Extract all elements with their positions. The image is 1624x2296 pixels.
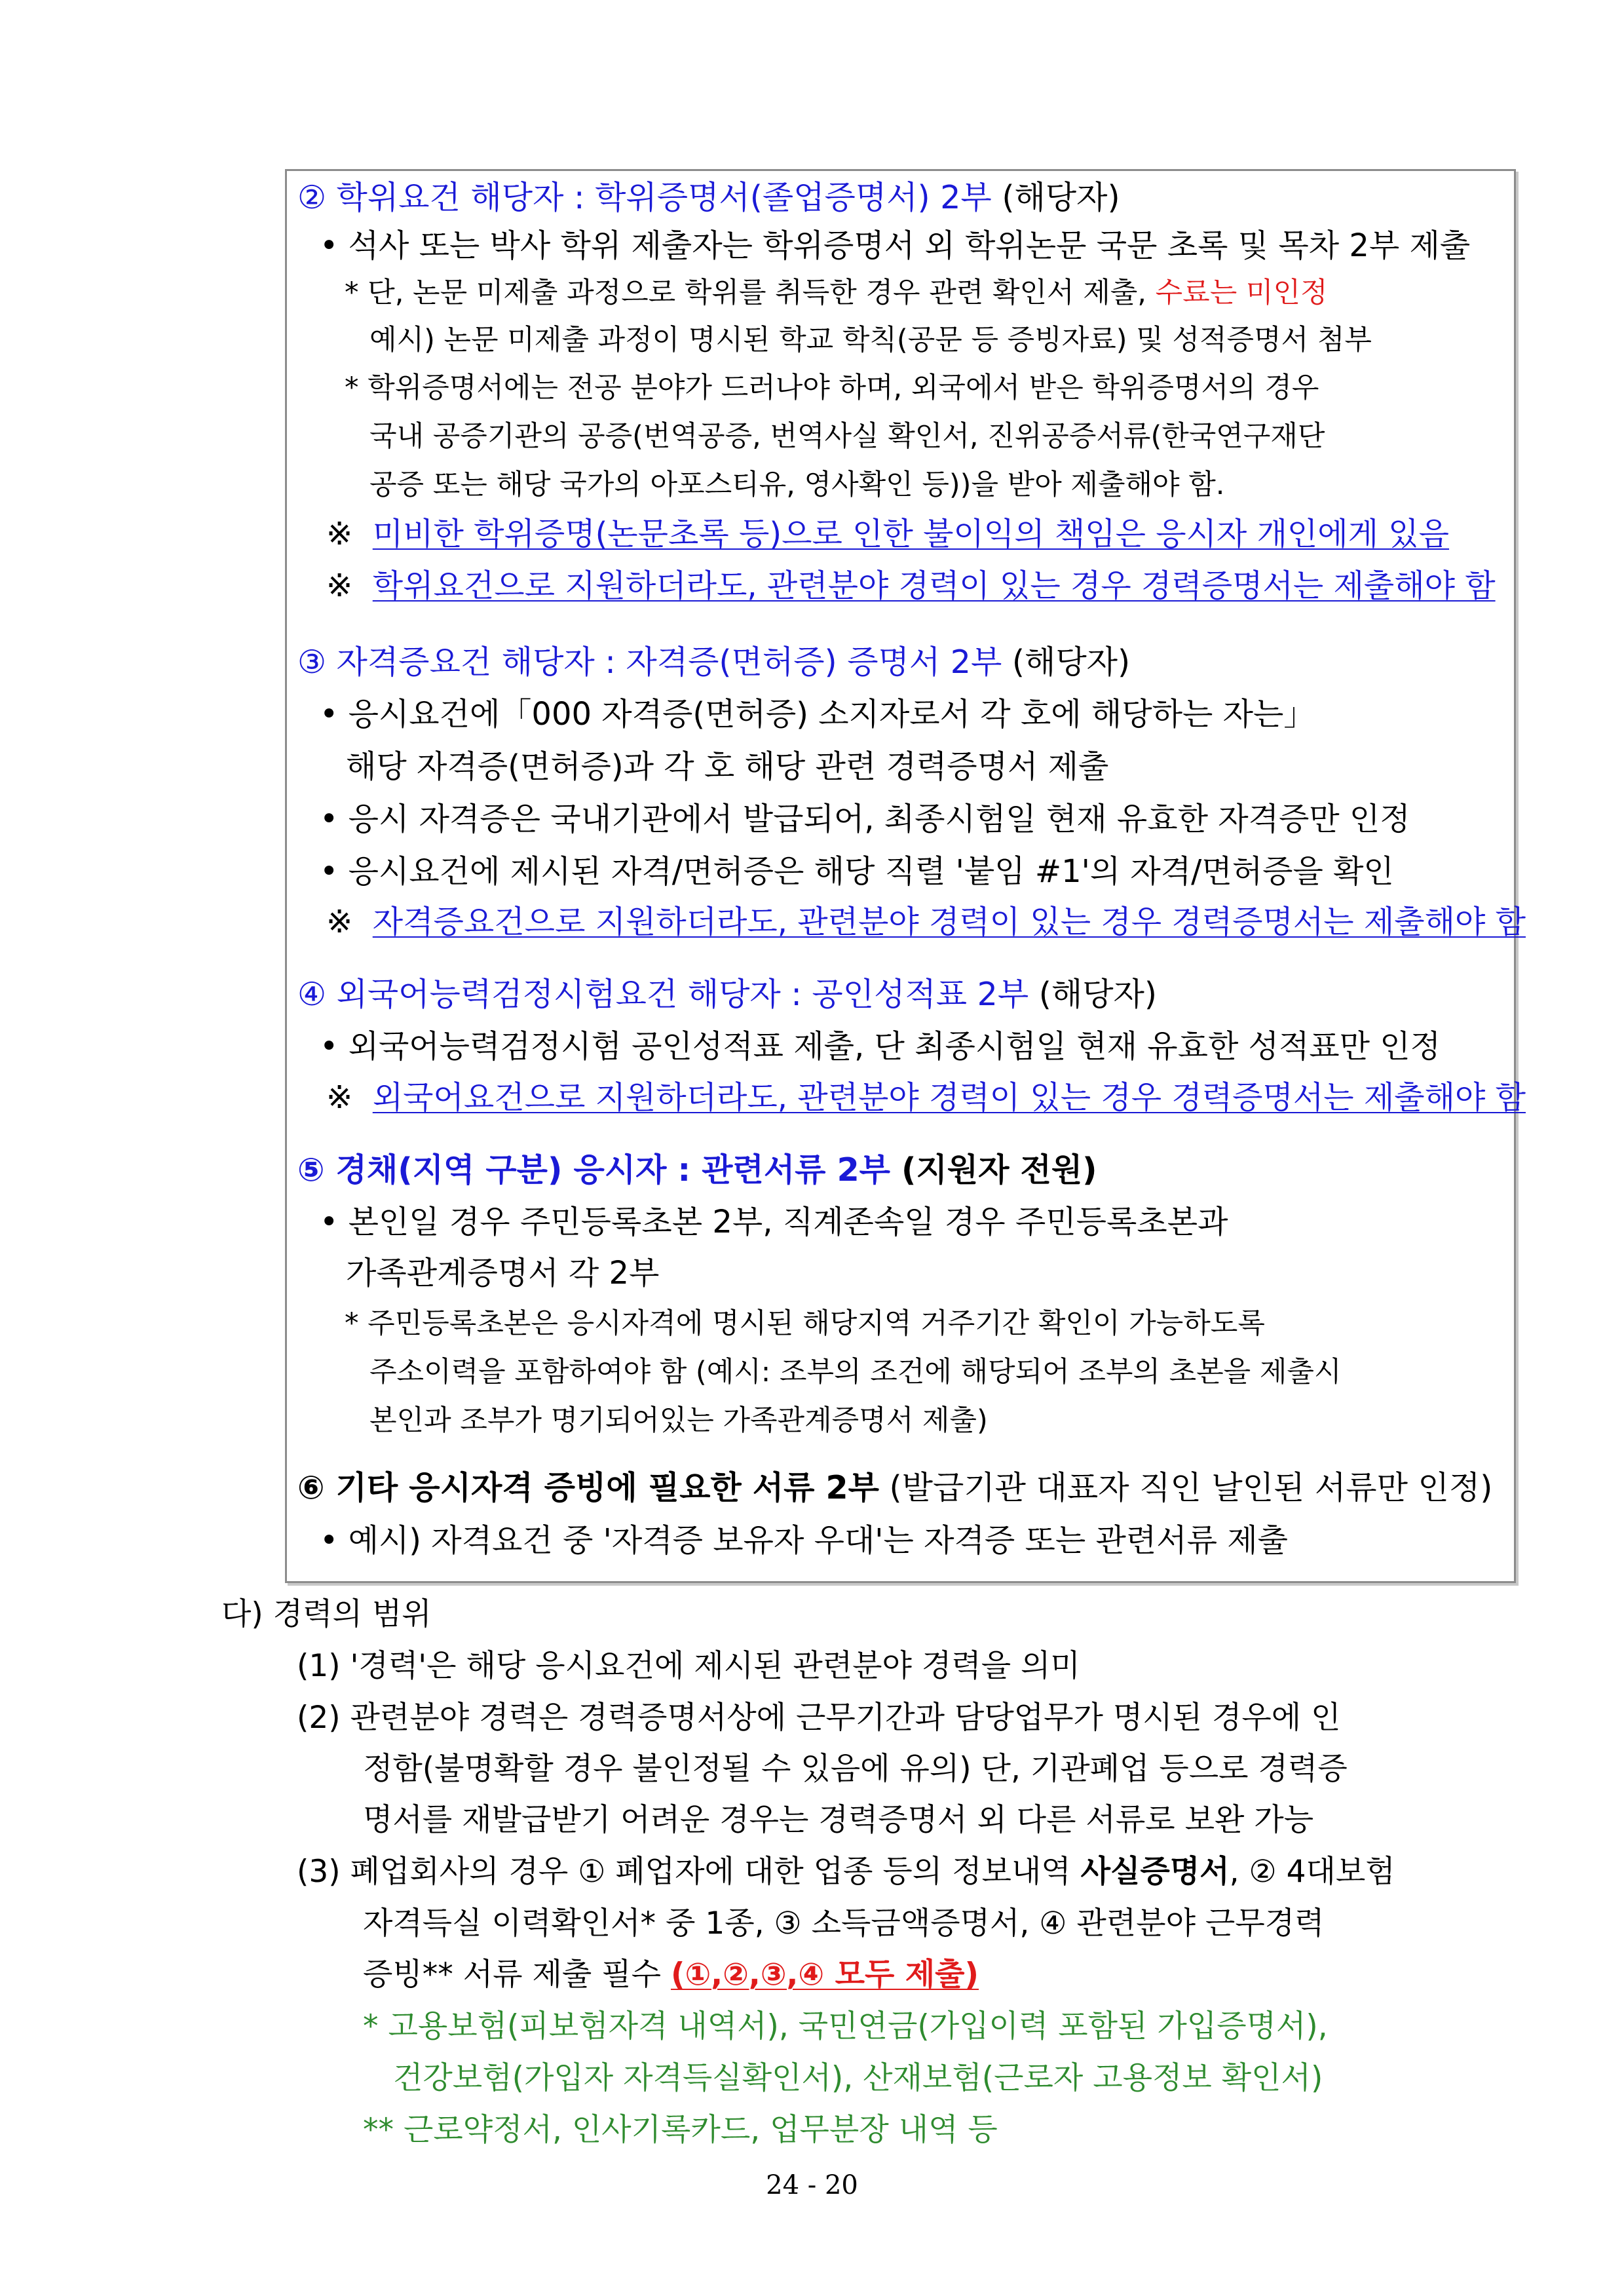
license-bullet-3: • 응시요건에 제시된 자격/면허증은 해당 직렬 '붙임 #1'의 자격/면허증을 확인 [320, 853, 1394, 890]
language-warning: ※ 외국어요건으로 지원하더라도, 관련분야 경력이 있는 경우 경력증명서는 제출해야 함 [326, 1079, 1526, 1116]
license-warning: ※ 자격증요건으로 지원하더라도, 관련분야 경력이 있는 경우 경력증명서는 제출해야 함 [326, 904, 1526, 940]
license-bullet-1-cont: 해당 자격증(면허증)과 각 호 해당 관련 경력증명서 제출 [346, 748, 1109, 785]
career-footnote-1: * 고용보험(피보험자격 내역서), 국민연금(가입이력 포함된 가입증명서), [363, 2008, 1328, 2044]
region-note-cont: 주소이력을 포함하여야 함 (예시: 조부의 조건에 해당되어 조부의 초본을 제출시 [369, 1356, 1342, 1388]
section-language-heading: ④ 외국어능력검정시험요건 해당자 : 공인성적표 2부 (해당자) [297, 976, 1157, 1013]
degree-warning-1: ※ 미비한 학위증명(논문초록 등)으로 인한 불이익의 책임은 응시자 개인에게 있음 [326, 516, 1450, 552]
degree-note-1-example: 예시) 논문 미제출 과정이 명시된 학교 학칙(공문 등 증빙자료) 및 성적증명서 첨부 [369, 324, 1372, 356]
career-item-1: (1) '경력'은 해당 응시요건에 제시된 관련분야 경력을 의미 [297, 1648, 1080, 1684]
career-item-2: (2) 관련분야 경력은 경력증명서상에 근무기간과 담당업무가 명시된 경우에 인 [297, 1700, 1341, 1736]
region-note: * 주민등록초본은 응시자격에 명시된 해당지역 거주기간 확인이 가능하도록 [345, 1307, 1265, 1340]
other-bullet: • 예시) 자격요건 중 '자격증 보유자 우대'는 자격증 또는 관련서류 제출 [320, 1522, 1288, 1559]
region-bullet: • 본인일 경우 주민등록초본 2부, 직계존속일 경우 주민등록초본과 [320, 1204, 1228, 1240]
career-footnote-1-cont: 건강보험(가입자 자격득실확인서), 산재보험(근로자 고용정보 확인서) [393, 2060, 1323, 2096]
degree-note-1: * 단, 논문 미제출 과정으로 학위를 취득한 경우 관련 확인서 제출, 수료는 미인정 [345, 277, 1328, 309]
career-item-3: (3) 폐업회사의 경우 ① 폐업자에 대한 업종 등의 정보내역 사실증명서, ② 4대보험 [297, 1854, 1395, 1890]
license-bullet-2: • 응시 자격증은 국내기관에서 발급되어, 최종시험일 현재 유효한 자격증만 인정 [320, 801, 1410, 837]
career-item-2-cont2: 명서를 재발급받기 어려운 경우는 경력증명서 외 다른 서류로 보완 가능 [363, 1802, 1314, 1838]
region-note-cont2: 본인과 조부가 명기되어있는 가족관계증명서 제출) [369, 1404, 988, 1437]
section-degree-heading: ② 학위요건 해당자 : 학위증명서(졸업증명서) 2부 (해당자) [297, 179, 1120, 216]
degree-note-2: * 학위증명서에는 전공 분야가 드러나야 하며, 외국에서 받은 학위증명서의 경우 [345, 372, 1319, 404]
degree-warning-2: ※ 학위요건으로 지원하더라도, 관련분야 경력이 있는 경우 경력증명서는 제출해야 함 [326, 567, 1496, 604]
career-item-3-cont: 자격득실 이력확인서* 중 1종, ③ 소득금액증명서, ④ 관련분야 근무경력 [363, 1905, 1325, 1942]
career-title: 다) 경력의 범위 [221, 1596, 432, 1632]
page-number: 24 - 20 [766, 2170, 858, 2200]
career-item-3-cont2: 증빙** 서류 제출 필수 (①,②,③,④ 모두 제출) [363, 1957, 979, 1993]
section-license-heading: ③ 자격증요건 해당자 : 자격증(면허증) 증명서 2부 (해당자) [297, 643, 1131, 681]
language-bullet: • 외국어능력검정시험 공인성적표 제출, 단 최종시험일 현재 유효한 성적표만 인정 [320, 1028, 1441, 1065]
license-bullet-1: • 응시요건에「000 자격증(면허증) 소지자로서 각 호에 해당하는 자는」 [320, 696, 1315, 733]
career-item-2-cont: 정함(불명확할 경우 불인정될 수 있음에 유의) 단, 기관폐업 등으로 경력증 [363, 1751, 1348, 1787]
degree-bullet: • 석사 또는 박사 학위 제출자는 학위증명서 외 학위논문 국문 초록 및 목차 2부 제출 [320, 227, 1471, 264]
career-footnote-2: ** 근로약정서, 인사기록카드, 업무분장 내역 등 [363, 2112, 998, 2148]
section-region-heading: ⑤ 경채(지역 구분) 응시자 : 관련서류 2부 (지원자 전원) [297, 1151, 1097, 1189]
section-other-heading: ⑥ 기타 응시자격 증빙에 필요한 서류 2부 (발급기관 대표자 직인 날인된 서류만 인정) [297, 1469, 1493, 1506]
requirements-box [285, 169, 1526, 1583]
degree-note-2-cont2: 공증 또는 해당 국가의 아포스티유, 영사확인 등))을 받아 제출해야 함. [369, 469, 1225, 501]
region-bullet-cont: 가족관계증명서 각 2부 [346, 1255, 660, 1292]
degree-note-2-cont: 국내 공증기관의 공증(번역공증, 번역사실 확인서, 진위공증서류(한국연구재단 [369, 420, 1325, 453]
